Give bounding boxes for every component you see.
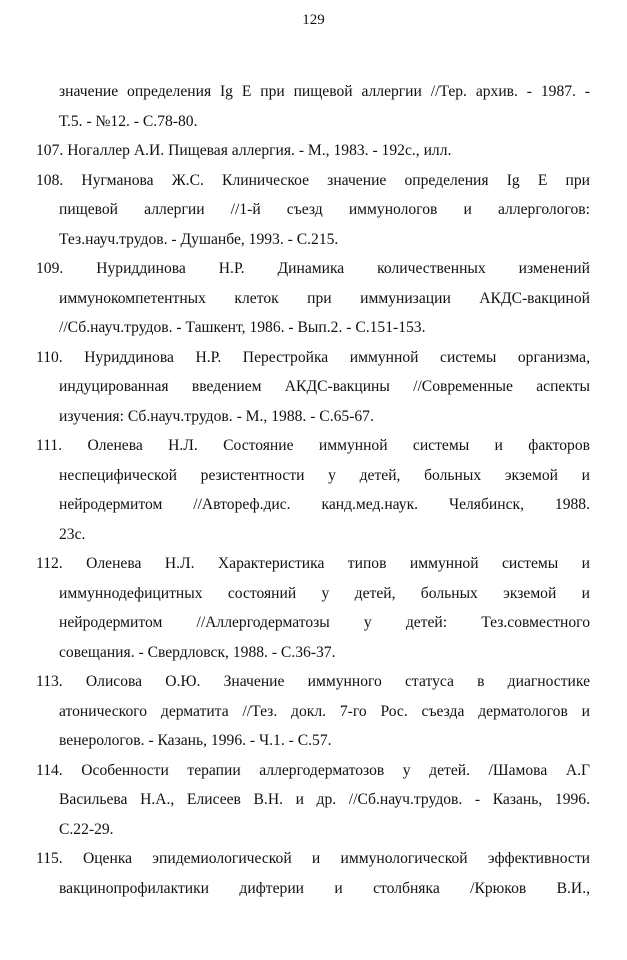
text-line: 108. Нугманова Ж.С. Клиническое значение определения Ig E при bbox=[36, 171, 590, 189]
text-line: 115. Оценка эпидемиологической и иммунологической эффективности bbox=[36, 850, 590, 867]
text-line: иммунокомпетентных клеток при иммунизации АКДС-вакциной bbox=[59, 289, 590, 307]
text-line: индуцированная введением АКДС-вакцины //Современные аспекты bbox=[59, 378, 590, 395]
text-line: 23с. bbox=[59, 525, 86, 543]
page-number: 129 bbox=[302, 12, 325, 28]
text-line: значение определения Ig E при пищевой аллергии //Тер. архив. - 1987. - bbox=[59, 83, 590, 100]
text-line: 114. Особенности терапии аллергодерматозов у детей. /Шамова А.Г bbox=[36, 761, 590, 779]
text-line: изучения: Сб.науч.трудов. - М., 1988. - С.65-67. bbox=[59, 407, 374, 425]
text-line: атонического дерматита //Тез. докл. 7-го Рос. съезда дерматологов и bbox=[59, 702, 590, 720]
text-line: 111. Оленева Н.Л. Состояние иммунной системы и факторов bbox=[36, 437, 590, 454]
text-line: 112. Оленева Н.Л. Характеристика типов иммунной системы и bbox=[36, 555, 590, 572]
text-line: Т.5. - №12. - С.78-80. bbox=[59, 112, 198, 130]
text-line: //Сб.науч.трудов. - Ташкент, 1986. - Вып.2. - С.151-153. bbox=[59, 319, 426, 336]
text-line: С.22-29. bbox=[59, 820, 114, 838]
text-line: нейродермитом //Автореф.дис. канд.мед.наук. Челябинск, 1988. bbox=[59, 496, 590, 513]
text-line: нейродермитом //Аллергодерматозы у детей: Тез.совместного bbox=[59, 614, 590, 631]
text-line: пищевой аллергии //1-й съезд иммунологов и аллергологов: bbox=[59, 201, 590, 218]
text-line: венерологов. - Казань, 1996. - Ч.1. - С.57. bbox=[59, 732, 332, 749]
text-line: иммуннодефицитных состояний у детей, больных экземой и bbox=[59, 584, 590, 602]
bibliography-list bbox=[36, 77, 590, 903]
text-line: 109. Нуриддинова Н.Р. Динамика количественных изменений bbox=[36, 260, 590, 277]
text-line: вакцинопрофилактики дифтерии и столбняка /Крюков В.И., bbox=[59, 879, 590, 897]
text-line: 107. Ногаллер А.И. Пищевая аллергия. - М., 1983. - 192с., илл. bbox=[36, 142, 452, 159]
text-line: совещания. - Свердловск, 1988. - С.36-37. bbox=[59, 643, 336, 661]
text-line: 110. Нуриддинова Н.Р. Перестройка иммунной системы организма, bbox=[36, 348, 590, 366]
text-line: Тез.науч.трудов. - Душанбе, 1993. - С.215. bbox=[59, 230, 339, 248]
text-line: 113. Олисова О.Ю. Значение иммунного статуса в диагностике bbox=[36, 673, 590, 690]
text-line: Васильева Н.А., Елисеев В.Н. и др. //Сб.науч.трудов. - Казань, 1996. bbox=[59, 791, 590, 808]
text-line: неспецифической резистентности у детей, больных экземой и bbox=[59, 466, 590, 484]
